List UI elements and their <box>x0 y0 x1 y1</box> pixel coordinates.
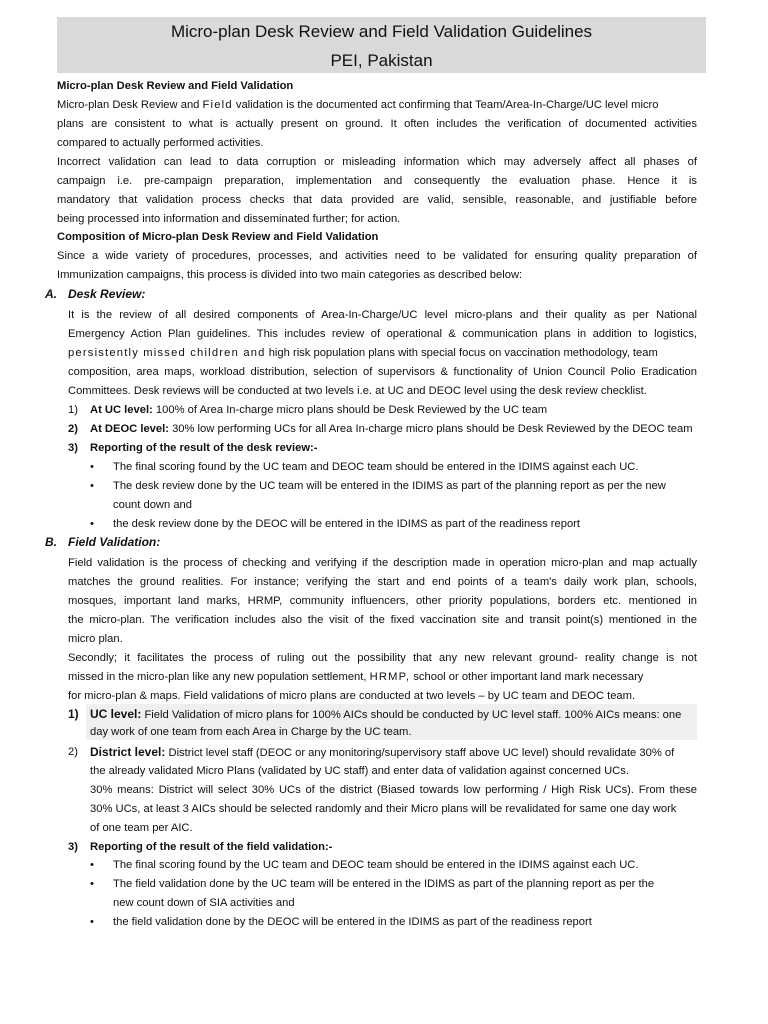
section-heading-field-validation: Field Validation: <box>68 535 161 549</box>
field-item-2-number: 2) <box>68 746 78 758</box>
item-label: At DEOC level: <box>90 423 169 435</box>
field-item-2 <box>90 745 674 760</box>
field-p2-line1: Secondly; it facilitates the process of ruling out the possibility that any new relevant ground- reality change is not <box>68 652 697 664</box>
item-text: District level staff (DEOC or any monitoring/supervisory staff above UC level) should revalidate 30% of <box>168 747 675 759</box>
field-p1-line1: Field validation is the process of checking and verifying if the description made in operation micro-plan and map actually <box>68 557 697 569</box>
field-p1-line2: matches the ground realities. For instance; verifying the start and end points of a team's daily work plan, schools, <box>68 576 697 588</box>
desk-item-2-number: 2) <box>68 423 78 435</box>
field-item-3-label: Reporting of the result of the field validation:- <box>90 841 333 853</box>
field-bullet-2: The field validation done by the UC team will be entered in the IDIMS as part of the planning report as per the <box>113 878 655 890</box>
text-run: missed in the micro-plan like any new population settlement, <box>68 671 367 683</box>
desk-review-line2: Emergency Action Plan guidelines. This includes review of operational & communication plans in addition to logistics, <box>68 328 697 340</box>
desk-bullet-1: The final scoring found by the UC team and DEOC team should be entered in the IDIMS against each UC. <box>113 461 639 473</box>
bullet-marker: • <box>90 518 94 530</box>
section-heading-desk-review: Desk Review: <box>68 287 146 301</box>
intro-p2-line2: campaign i.e. pre-campaign preparation, implementation and consequently the evaluation phase. Hence it is <box>57 175 697 187</box>
desk-review-line5: Committees. Desk reviews will be conducted at two levels i.e. at UC and DEOC level using the desk review checklist. <box>68 385 647 397</box>
desk-item-2 <box>90 422 693 436</box>
bullet-marker: • <box>90 461 94 473</box>
field-p1-line5: micro plan. <box>68 633 123 645</box>
desk-bullet-2-cont: count down and <box>113 499 192 511</box>
field-item-2-line4: 30% UCs, at least 3 AICs should be selected randomly and their Micro plans will be revalidated for same one day work <box>90 803 677 815</box>
desk-item-3-label: Reporting of the result of the desk review:- <box>90 442 318 454</box>
composition-line1: Since a wide variety of procedures, processes, and activities need to be validated for ensuring quality preparation of <box>57 250 697 262</box>
field-item-1-number: 1) <box>68 707 79 721</box>
field-item-1 <box>90 707 681 722</box>
item-label: UC level: <box>90 707 142 721</box>
field-p2-line3: for micro-plan & maps. Field validations of micro plans are conducted at two levels – by UC team and DEOC team. <box>68 690 636 702</box>
item-text: 30% low performing UCs for all Area In-charge micro plans should be Desk Reviewed by the DEOC team <box>172 423 693 435</box>
desk-review-line3 <box>68 346 697 360</box>
intro-p2-line3: mandatory that validation process checks that data provided are valid, sensible, reasonable, and justifiable before <box>57 194 697 206</box>
bullet-marker: • <box>90 480 94 492</box>
intro-p1-line1 <box>57 98 697 112</box>
field-item-3-number: 3) <box>68 841 78 853</box>
item-label: District level: <box>90 745 166 759</box>
field-item-2-line3: 30% means: District will select 30% UCs of the district (Biased towards low performing / High Risk UCs). From these <box>90 784 697 796</box>
section-heading-intro: Micro-plan Desk Review and Field Validation <box>57 80 294 92</box>
field-bullet-3: the field validation done by the DEOC will be entered in the IDIMS as part of the readiness report <box>113 916 592 928</box>
desk-review-line1: It is the review of all desired components of Area-In-Charge/UC level micro-plans and their quality as per National <box>68 309 697 321</box>
field-bullet-2-cont: new count down of SIA activities and <box>113 897 295 909</box>
section-marker-b: B. <box>45 535 57 549</box>
field-p1-line4: the micro-plan. The verification includes also the visit of the fixed vaccination site and transit point(s) mentioned in the <box>68 614 697 626</box>
desk-review-line4: composition, area maps, workload distribution, selection of supervisors & functionality of Union Council Polio Eradication <box>68 366 697 378</box>
text-run: school or other important land mark necessary <box>413 671 644 683</box>
text-run-spaced: persistently missed children and <box>68 347 266 359</box>
section-heading-composition: Composition of Micro-plan Desk Review and Field Validation <box>57 231 379 243</box>
text-run-spaced: Field <box>202 99 233 111</box>
desk-bullet-3: the desk review done by the DEOC will be entered in the IDIMS as part of the readiness report <box>113 518 581 530</box>
field-item-2-line5: of one team per AIC. <box>90 822 193 834</box>
bullet-marker: • <box>90 916 94 928</box>
text-run: high risk population plans with special focus on vaccination methodology, team <box>268 347 658 359</box>
intro-p2-line4: being processed into information and disseminated further; for action. <box>57 213 401 225</box>
field-item-2-line2: the already validated Micro Plans (validated by UC staff) and enter data of validation against concerned UCs. <box>90 765 629 777</box>
field-p2-line2 <box>68 670 697 684</box>
item-text: 100% of Area In-charge micro plans should be Desk Reviewed by the UC team <box>155 404 548 416</box>
document-subtitle: PEI, Pakistan <box>330 51 433 70</box>
bullet-marker: • <box>90 878 94 890</box>
desk-item-1 <box>90 403 547 417</box>
desk-item-1-number: 1) <box>68 404 78 416</box>
item-text: Field Validation of micro plans for 100% AICs should be conducted by UC level staff. 100% AICs means: one <box>144 709 682 721</box>
text-run: Micro-plan Desk Review and <box>57 99 200 111</box>
desk-item-3-number: 3) <box>68 442 78 454</box>
item-label: At UC level: <box>90 404 153 416</box>
field-item-1-cont: day work of one team from each Area in Charge by the UC team. <box>90 726 412 738</box>
desk-bullet-2: The desk review done by the UC team will be entered in the IDIMS as part of the planning report as per the new <box>113 480 666 492</box>
title-banner <box>57 17 706 73</box>
text-run: validation is the documented act confirming that Team/Area-In-Charge/UC level micro <box>235 99 659 111</box>
section-marker-a: A. <box>45 287 57 301</box>
intro-p2-line1: Incorrect validation can lead to data corruption or misleading information which may adversely affect all phases of <box>57 156 697 168</box>
field-bullet-1: The final scoring found by the UC team and DEOC team should be entered in the IDIMS against each UC. <box>113 859 639 871</box>
intro-p1-line2: plans are consistent to what is actually present on ground. It often includes the verification of documented activities <box>57 118 697 130</box>
intro-p1-line3: compared to actually performed activities. <box>57 137 264 149</box>
field-p1-line3: mosques, important land marks, HRMP, community influencers, other priority populations, borders etc. mentioned in <box>68 595 697 607</box>
document-title: Micro-plan Desk Review and Field Validation Guidelines <box>170 22 593 41</box>
bullet-marker: • <box>90 859 94 871</box>
composition-line2: Immunization campaigns, this process is divided into two main categories as described below: <box>57 269 523 281</box>
text-run-spaced: HRMP, <box>369 671 411 683</box>
